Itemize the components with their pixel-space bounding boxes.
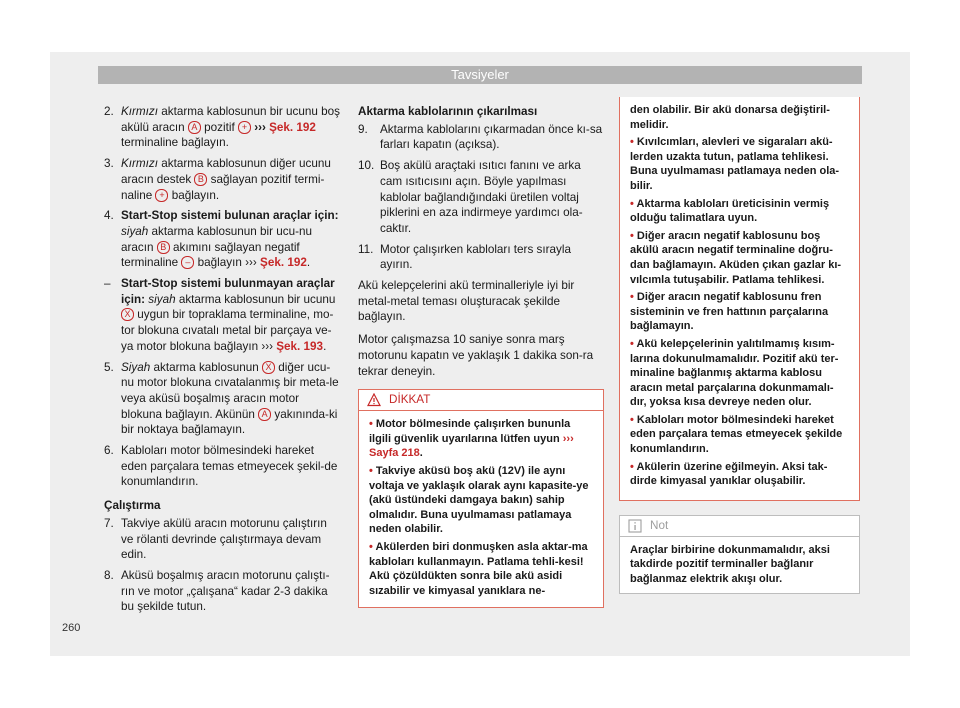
label-b-badge: B (194, 173, 207, 186)
text: pozitif (200, 120, 238, 134)
bullet-dot-icon: • (630, 229, 637, 242)
step-6 (104, 443, 342, 490)
plus-badge: + (155, 189, 168, 202)
bullet-dot-icon: • (369, 541, 376, 553)
step-number: 3. (104, 157, 114, 171)
warning-bullet (630, 337, 849, 410)
label-b-badge: B (157, 241, 170, 254)
emphasis: Kırmızı (121, 105, 159, 118)
step-text (121, 208, 342, 271)
warning-bullet (369, 417, 593, 461)
column-right (619, 97, 860, 594)
step-number: 9. (358, 122, 368, 136)
text: bağlayın ››› (194, 256, 261, 270)
text: bağlayın. (168, 188, 220, 202)
text: Motor bölmesinde çalışırken bununla ilgili güvenlik uyarılarına lütfen uyun (369, 418, 571, 445)
text: aktarma kablosunun (150, 360, 262, 374)
text: Akü kelepçelerinin yalıtılmamış kısım-larına dokunulmamalıdır. Pozitif akü ter-minaline bağlanmış aktarma kablosu aracın metal parçalarına dokunmamalı-dır, yoksa kısa devreye neden olur. (630, 337, 839, 409)
step-text (121, 104, 342, 151)
step-number: 5. (104, 360, 114, 374)
emphasis: Siyah (121, 360, 151, 374)
figure-link[interactable]: Şek. 192 (260, 256, 307, 270)
text: Akülerin üzerine eğilmeyin. Aksi tak-dirde kimyasal yanıklar oluşabilir. (630, 460, 828, 488)
bullet-dot-icon: • (630, 337, 637, 350)
text: Kabloları motor bölmesindeki hareket eden parçalara temas etmeyecek şekilde konumlandırın. (630, 413, 843, 456)
section-heading: Aktarma kablolarının çıkarılması (358, 105, 538, 118)
figure-link[interactable]: Şek. 192 (269, 120, 316, 134)
step-text (121, 276, 342, 355)
step-text: Motor çalışırken kabloları ters sırayla ayırın. (380, 242, 571, 272)
warning-bullet (630, 229, 849, 287)
label-x-badge: X (262, 361, 275, 374)
emphasis: siyah (121, 224, 149, 238)
note-box (619, 515, 860, 594)
text: . (323, 339, 327, 353)
step-text (121, 360, 342, 439)
note-title: Not (650, 518, 669, 532)
warning-body (359, 411, 603, 607)
step-text: Kabloları motor bölmesindeki hareket eden parçalara temas etmeyecek şekil-de konumlandırın. (121, 444, 338, 489)
text: akımını sağlayan negatif terminaline (121, 240, 300, 270)
condition-heading: Start-Stop sistemi bulunmayan araçlar için: (121, 277, 335, 306)
info-icon (628, 519, 642, 533)
step-number: 8. (104, 568, 114, 582)
text: Akülerden biri donmuşken asla aktar-ma kabloları kullanmayın. Patlama tehli-kesi! Akü çözüldükten sonra bile akü asidi sızabilir ve kimyasal yanıklara ne- (369, 541, 588, 597)
manual-page (50, 52, 910, 656)
warning-bullet (630, 290, 849, 334)
section-heading: Çalıştırma (104, 499, 161, 513)
step-text: Aküsü boşalmış aracın motorunu çalıştı-rın ve motor „çalışana“ kadar 2-3 dakika bu şekilde tutun. (121, 568, 330, 614)
step-text: Takviye akülü aracın motorunu çalıştırın ve rölanti devrinde çalıştırmaya devam edin. (121, 516, 327, 562)
label-a-badge: A (258, 408, 271, 421)
bullet-dot-icon: • (369, 418, 376, 431)
text: aktarma kablosunun diğer ucunu aracın destek (121, 157, 331, 186)
step-number: 4. (104, 209, 114, 223)
note-text: Araçlar birbirine dokunmamalıdır, aksi takdirde pozitif terminaller bağlanır bağlanmaz elektrik akışı olur. (630, 543, 830, 586)
warning-bullet (630, 413, 849, 457)
bullet-dot-icon: • (630, 136, 637, 149)
text: aktarma kablosunun bir ucunu (175, 292, 336, 306)
step-text (121, 156, 342, 203)
step-dash (104, 276, 342, 355)
warning-bullet (369, 540, 593, 598)
text: . (306, 256, 311, 270)
column-left (104, 104, 342, 620)
page-header: Tavsiyeler (98, 66, 862, 84)
step-5 (104, 360, 342, 439)
text: Kıvılcımları, alevleri ve sigaraları akü-lerden uzakta tutun, patlama tehlikesi. Buna uyulmaması patlamaya neden ola-bilir. (630, 136, 840, 192)
warning-bullet (630, 460, 849, 489)
warning-bullet (630, 197, 849, 226)
paragraph: Motor çalışmazsa 10 saniye sonra marş motorunu kapatın ve yaklaşık 1 dakika son-ra tekrar deneyin. (358, 333, 594, 378)
minus-badge: – (181, 256, 194, 269)
step-number: 2. (104, 105, 114, 118)
plus-badge: + (238, 121, 251, 134)
label-x-badge: X (121, 308, 134, 321)
arrow-ref: ››› (250, 120, 270, 134)
text: sağlayan pozitif termi-naline (121, 172, 325, 202)
column-middle (358, 104, 604, 608)
text: uygun bir topraklama terminaline, mo-tor blokuna cıvatalı metal bir parçaya ve-ya motor blokuna bağlayın ››› (121, 308, 334, 353)
warning-bullet (369, 464, 593, 537)
step-number: 7. (104, 516, 114, 530)
figure-link[interactable]: Şek. 193 (276, 339, 324, 353)
step-10 (358, 158, 604, 237)
bullet-dot-icon: • (630, 460, 637, 473)
step-2 (104, 104, 342, 151)
paragraph: Akü kelepçelerini akü terminalleriyle iyi bir metal-metal teması oluşturacak şekilde bağlayın. (358, 279, 575, 324)
step-3 (104, 156, 342, 203)
text: Diğer aracın negatif kablosunu fren sisteminin ve fren hattının parçalarına bağlamayın. (630, 291, 829, 333)
warning-continuation (619, 97, 860, 501)
step-number: 6. (104, 444, 114, 458)
step-4 (104, 208, 342, 271)
step-7 (104, 516, 342, 563)
text: Aktarma kabloları üreticisinin vermiş olduğu talimatlara uyun. (630, 197, 830, 225)
step-9 (358, 122, 604, 153)
text: Diğer aracın negatif kablosunu boş akülü aracın negatif terminaline doğru-dan bağlamayın. Aküden çıkan gazlar kı-vılcımla tutuşabilir. Patlama tehlikesi. (630, 229, 842, 286)
note-header (620, 516, 859, 537)
condition-heading: Start-Stop sistemi bulunan araçlar için: (121, 209, 339, 223)
text: terminaline bağlayın. (121, 136, 229, 150)
bullet-dot-icon: • (630, 197, 637, 210)
page-link[interactable]: ››› Sayfa 218 (369, 432, 574, 460)
step-number: 10. (358, 159, 375, 173)
step-text: Aktarma kablolarını çıkarmadan önce kı-sa farları kapatın (açıksa). (380, 122, 603, 152)
text: aktarma kablosunun bir ucunu boş akülü aracın (121, 105, 340, 134)
emphasis: Kırmızı (121, 157, 159, 171)
emphasis: siyah (145, 292, 176, 306)
bullet-dot-icon: • (630, 291, 637, 304)
step-number: – (104, 277, 111, 291)
warning-text: den olabilir. Bir akü donarsa değiştiril-melidir. (630, 104, 830, 131)
text: yakınında-ki bir noktaya bağlamayın. (121, 407, 338, 437)
text: aktarma kablosunun bir ucu-nu aracın (121, 224, 313, 254)
text: . (419, 447, 423, 460)
bullet-dot-icon: • (369, 465, 376, 478)
text: diğer ucu-nu motor blokuna cıvatalanmış bir meta-le veya aküsü boşalmış aracın motor blokuna bağlayın. Akünün (121, 360, 339, 421)
step-text: Boş akülü araçtaki ısıtıcı fanını ve arka cam ısıtıcısını açın. Böyle yapılması kablolar bağlandığındaki üretilen voltaj piklerini en aza indirmeye yardımcı ola-caktır. (380, 159, 583, 235)
warning-title: DİKKAT (389, 393, 431, 407)
warning-bullet (630, 135, 849, 193)
bullet-dot-icon: • (630, 413, 637, 426)
step-11 (358, 242, 604, 273)
step-number: 11. (358, 242, 374, 256)
step-8 (104, 568, 342, 615)
label-a-badge: A (188, 121, 201, 134)
text: Takviye aküsü boş akü (12V) ile aynı voltaja ve yaklaşık olarak aynı kapasite-ye (akü üstündeki damgaya bakın) sahip olmalıdır. Buna uyulmaması patlamaya neden olabilir. (369, 465, 589, 536)
warning-box (358, 389, 604, 608)
warning-icon (367, 393, 381, 407)
page-number: 260 (62, 622, 81, 634)
warning-header (359, 390, 603, 411)
